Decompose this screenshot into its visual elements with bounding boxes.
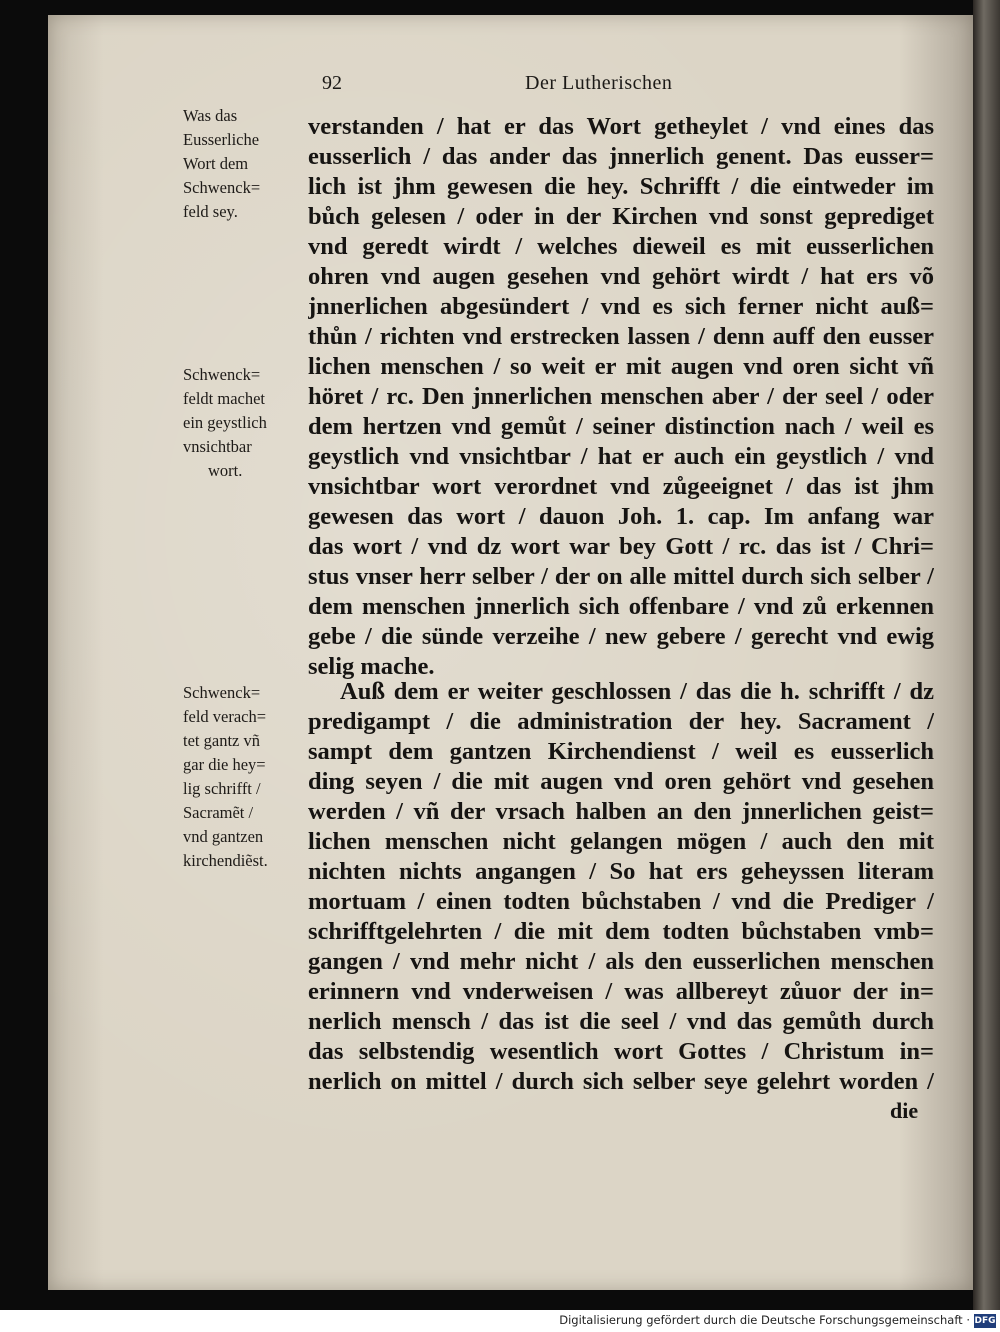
running-head: Der Lutherischen — [525, 72, 673, 94]
text-line: Auß dem er weiter geschlossen / das die h. schrifft / dz — [340, 678, 934, 705]
text-line: bůch gelesen / oder in der Kirchen vnd sonst geprediget — [308, 203, 934, 230]
text-line: lichen menschen / so weit er mit augen vnd oren sicht vñ — [308, 353, 934, 380]
text-line: mortuam / einen todten bůchstaben / vnd die Prediger / — [308, 888, 934, 915]
text-line: predigampt / die administration der hey. Sacrament / — [308, 708, 934, 735]
text-line: erinnern vnd vnderweisen / was allbereyt zůuor der in= — [308, 978, 934, 1005]
margin-note-line: wort. — [208, 461, 243, 480]
text-line: jnnerlichen abgesündert / vnd es sich ferner nicht auß= — [308, 293, 934, 320]
text-line: selig mache. — [308, 653, 435, 680]
text-line: eusserlich / das ander das jnnerlich genent. Das eusser= — [308, 143, 934, 170]
margin-note-line: feld verach= — [183, 707, 267, 726]
text-line: dem hertzen vnd gemůt / seiner distinction nach / weil es — [308, 413, 934, 440]
text-line: gangen / vnd mehr nicht / als den eusserlichen menschen — [308, 948, 934, 975]
margin-note-line: Schwenck= — [183, 178, 261, 197]
text-line: vnsichtbar wort verordnet vnd zůgeeignet / das ist jhm — [308, 473, 934, 500]
margin-note-line: Eusserliche — [183, 130, 260, 149]
text-line: stus vnser herr selber / der on alle mittel durch sich selber / — [308, 563, 934, 590]
text-line: nerlich on mittel / durch sich selber seye gelehrt worden / — [308, 1068, 934, 1095]
text-line: geystlich vnd vnsichtbar / hat er auch ein geystlich / vnd — [308, 443, 934, 470]
text-line: lich ist jhm gewesen die hey. Schrifft / die eintweder im — [308, 173, 934, 200]
margin-note-line: lig schrifft / — [183, 779, 261, 798]
text-line: thůn / richten vnd erstrecken lassen / denn auff den eusser — [308, 323, 934, 350]
text-line: schrifftgelehrten / die mit dem todten bůchstaben vmb= — [308, 918, 934, 945]
margin-note-line: vnd gantzen — [183, 827, 264, 846]
margin-note-line: Sacramẽt / — [183, 803, 254, 822]
text-line: höret / rc. Den jnnerlichen menschen aber / der seel / oder — [308, 383, 934, 410]
page-header — [0, 72, 1000, 104]
text-line: vnd geredt wirdt / welches dieweil es mit eusserlichen — [308, 233, 934, 260]
margin-note-line: feldt machet — [183, 389, 266, 408]
text-line: nerlich mensch / das ist die seel / vnd das gemůth durch — [308, 1008, 934, 1035]
page-number: 92 — [322, 72, 342, 94]
text-line: sampt dem gantzen Kirchendienst / weil es eusserlich — [308, 738, 934, 765]
text-line: lichen menschen nicht gelangen mögen / auch den mit — [308, 828, 934, 855]
text-line: verstanden / hat er das Wort getheylet / vnd eines das — [308, 113, 934, 140]
margin-note-line: ein geystlich — [183, 413, 267, 432]
text-line: werden / vñ der vrsach halben an den jnnerlichen geist= — [308, 798, 934, 825]
text-line: dem menschen jnnerlich sich offenbare / vnd zů erkennen — [308, 593, 934, 620]
margin-note-line: tet gantz vñ — [183, 731, 260, 750]
margin-note-line: Schwenck= — [183, 365, 261, 384]
digitization-footer — [0, 1310, 1000, 1332]
margin-note-line: feld sey. — [183, 202, 238, 221]
margin-note-line: Schwenck= — [183, 683, 261, 702]
book-edge — [973, 0, 1000, 1310]
text-line: gewesen das wort / dauon Joh. 1. cap. Im anfang war — [308, 503, 934, 530]
text-line: das selbstendig wesentlich wort Gottes / Christum in= — [308, 1038, 934, 1065]
margin-note-line: Wort dem — [183, 154, 249, 173]
dfg-logo: DFG — [974, 1316, 996, 1326]
text-line: ding seyen / die mit augen vnd oren gehört vnd gesehen — [308, 768, 934, 795]
margin-note-line: vnsichtbar — [183, 437, 252, 456]
margin-note-line: gar die hey= — [183, 755, 266, 774]
margin-note-line: kirchendiẽst. — [183, 851, 268, 870]
text-line: das wort / vnd dz wort war bey Gott / rc. das ist / Chri= — [308, 533, 934, 560]
margin-note-line: Was das — [183, 106, 238, 125]
text-line: nichten nichts angangen / So hat ers geheyssen literam — [308, 858, 934, 885]
catchword: die — [890, 1098, 919, 1123]
text-line: ohren vnd augen gesehen vnd gehört wirdt / hat ers võ — [308, 263, 934, 290]
text-line: gebe / die sünde verzeihe / new gebere / gerecht vnd ewig — [308, 623, 934, 650]
funding-credit: Digitalisierung gefördert durch die Deutsche Forschungsgemeinschaft · — [559, 1313, 970, 1327]
